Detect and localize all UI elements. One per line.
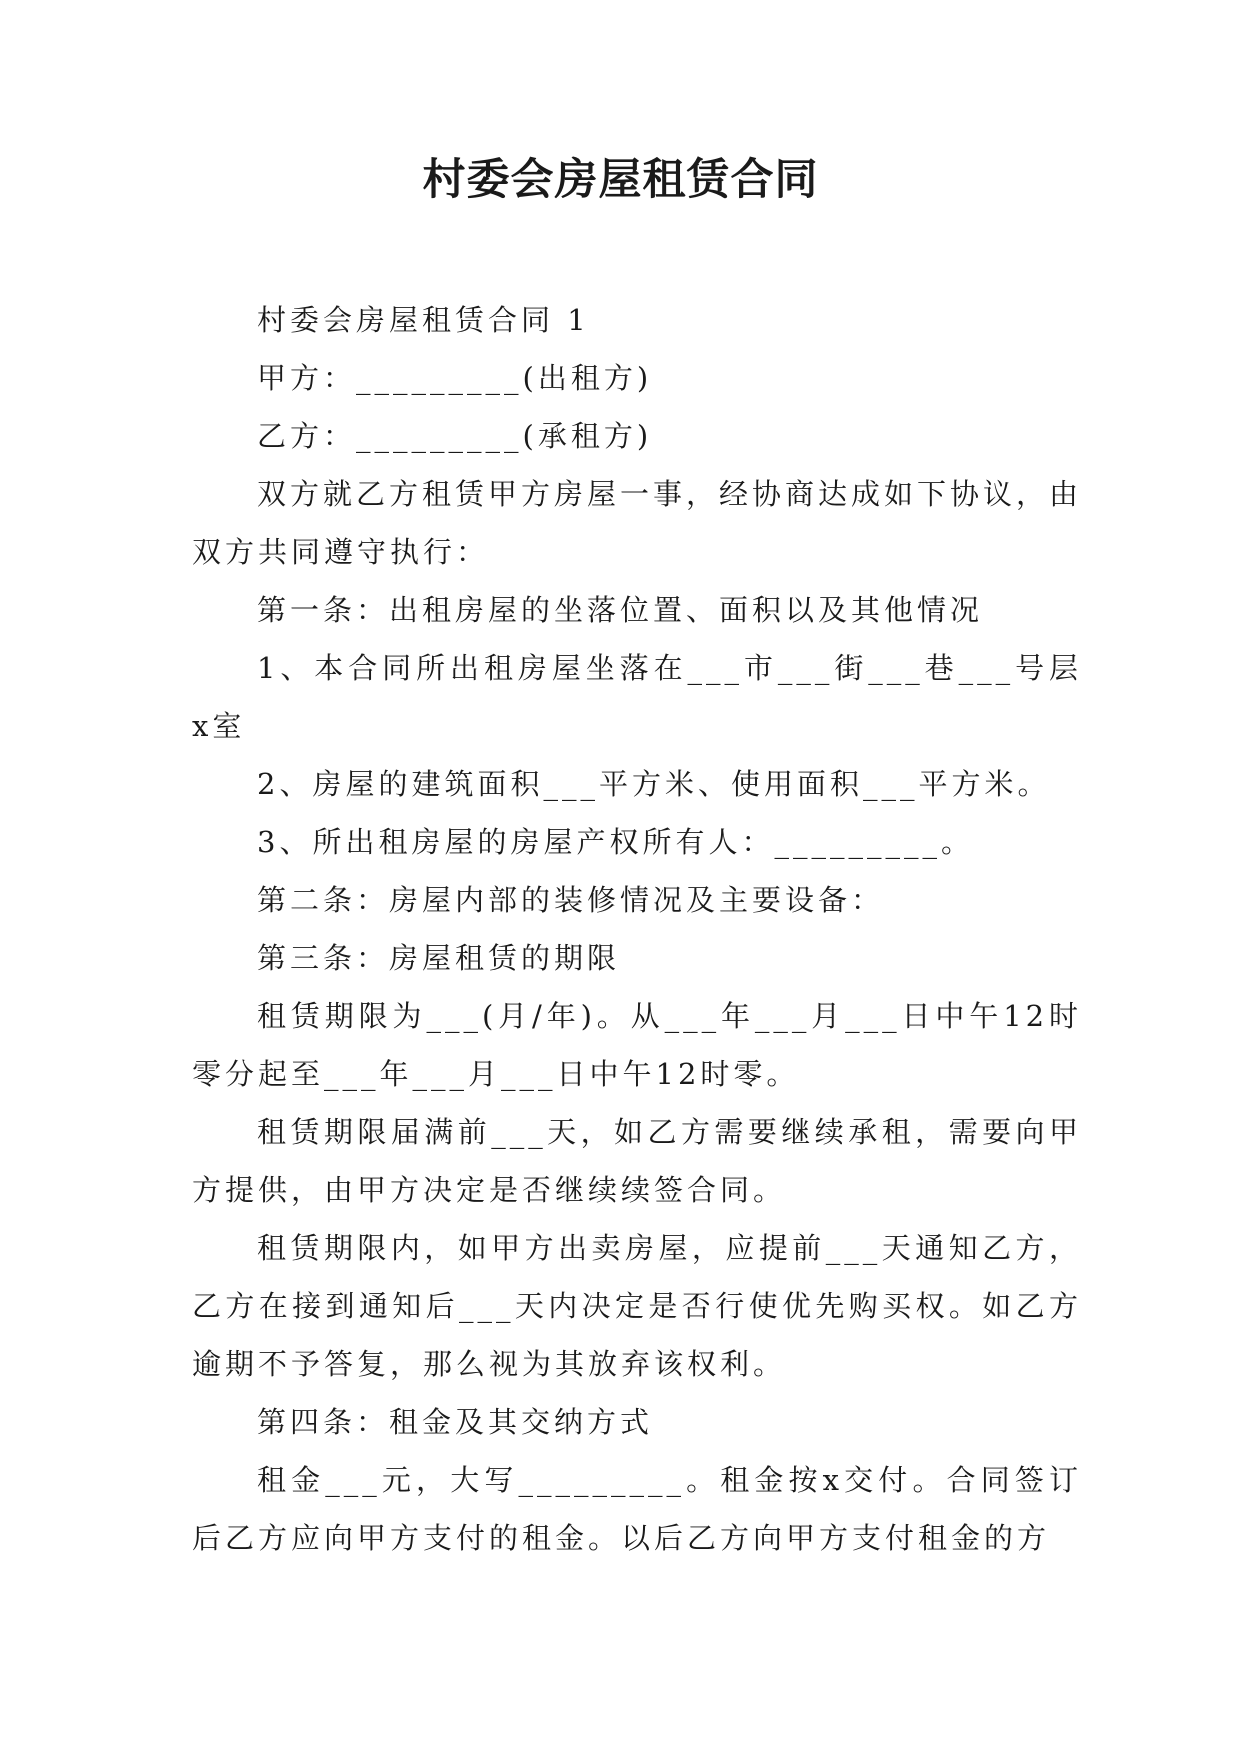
paragraph-party-b: 乙方：_________(承租方) xyxy=(257,419,653,453)
article-3-heading: 第三条：房屋租赁的期限 xyxy=(257,941,621,975)
article-3-preemption: 租赁期限内，如甲方出卖房屋，应提前___天通知乙方，乙方在接到通知后___天内决定是否行使优先购买权。如乙方逾期不予答复，那么视为其放弃该权利。 xyxy=(192,1231,1082,1381)
paragraph-preamble: 双方就乙方租赁甲方房屋一事，经协商达成如下协议，由双方共同遵守执行： xyxy=(192,477,1083,569)
article-1-item-2: 2、房屋的建筑面积___平方米、使用面积___平方米。 xyxy=(257,767,1051,801)
article-3-renewal: 租赁期限届满前___天，如乙方需要继续承租，需要向甲方提供，由甲方决定是否继续续签合同。 xyxy=(192,1115,1082,1207)
article-4-heading: 第四条：租金及其交纳方式 xyxy=(257,1405,654,1439)
article-4-rent: 租金___元，大写_________。租金按x交付。合同签订后乙方应向甲方支付的租金。以后乙方向甲方支付租金的方 xyxy=(192,1463,1082,1555)
paragraph-party-a: 甲方：_________(出租方) xyxy=(257,361,653,395)
paragraph-subtitle: 村委会房屋租赁合同 1 xyxy=(257,303,590,337)
article-1-heading: 第一条：出租房屋的坐落位置、面积以及其他情况 xyxy=(257,593,984,627)
article-1-item-3: 3、所出租房屋的房屋产权所有人：_________。 xyxy=(257,825,974,859)
article-3-term: 租赁期限为___(月/年)。从___年___月___日中午12时零分起至___年___月___日中午12时零。 xyxy=(192,999,1082,1091)
article-1-item-1: 1、本合同所出租房屋坐落在___市___街___巷___号层x室 xyxy=(192,651,1082,743)
document-body xyxy=(192,291,1082,1567)
article-2-heading: 第二条：房屋内部的装修情况及主要设备： xyxy=(257,883,885,917)
document-title: 村委会房屋租赁合同 xyxy=(422,155,819,205)
